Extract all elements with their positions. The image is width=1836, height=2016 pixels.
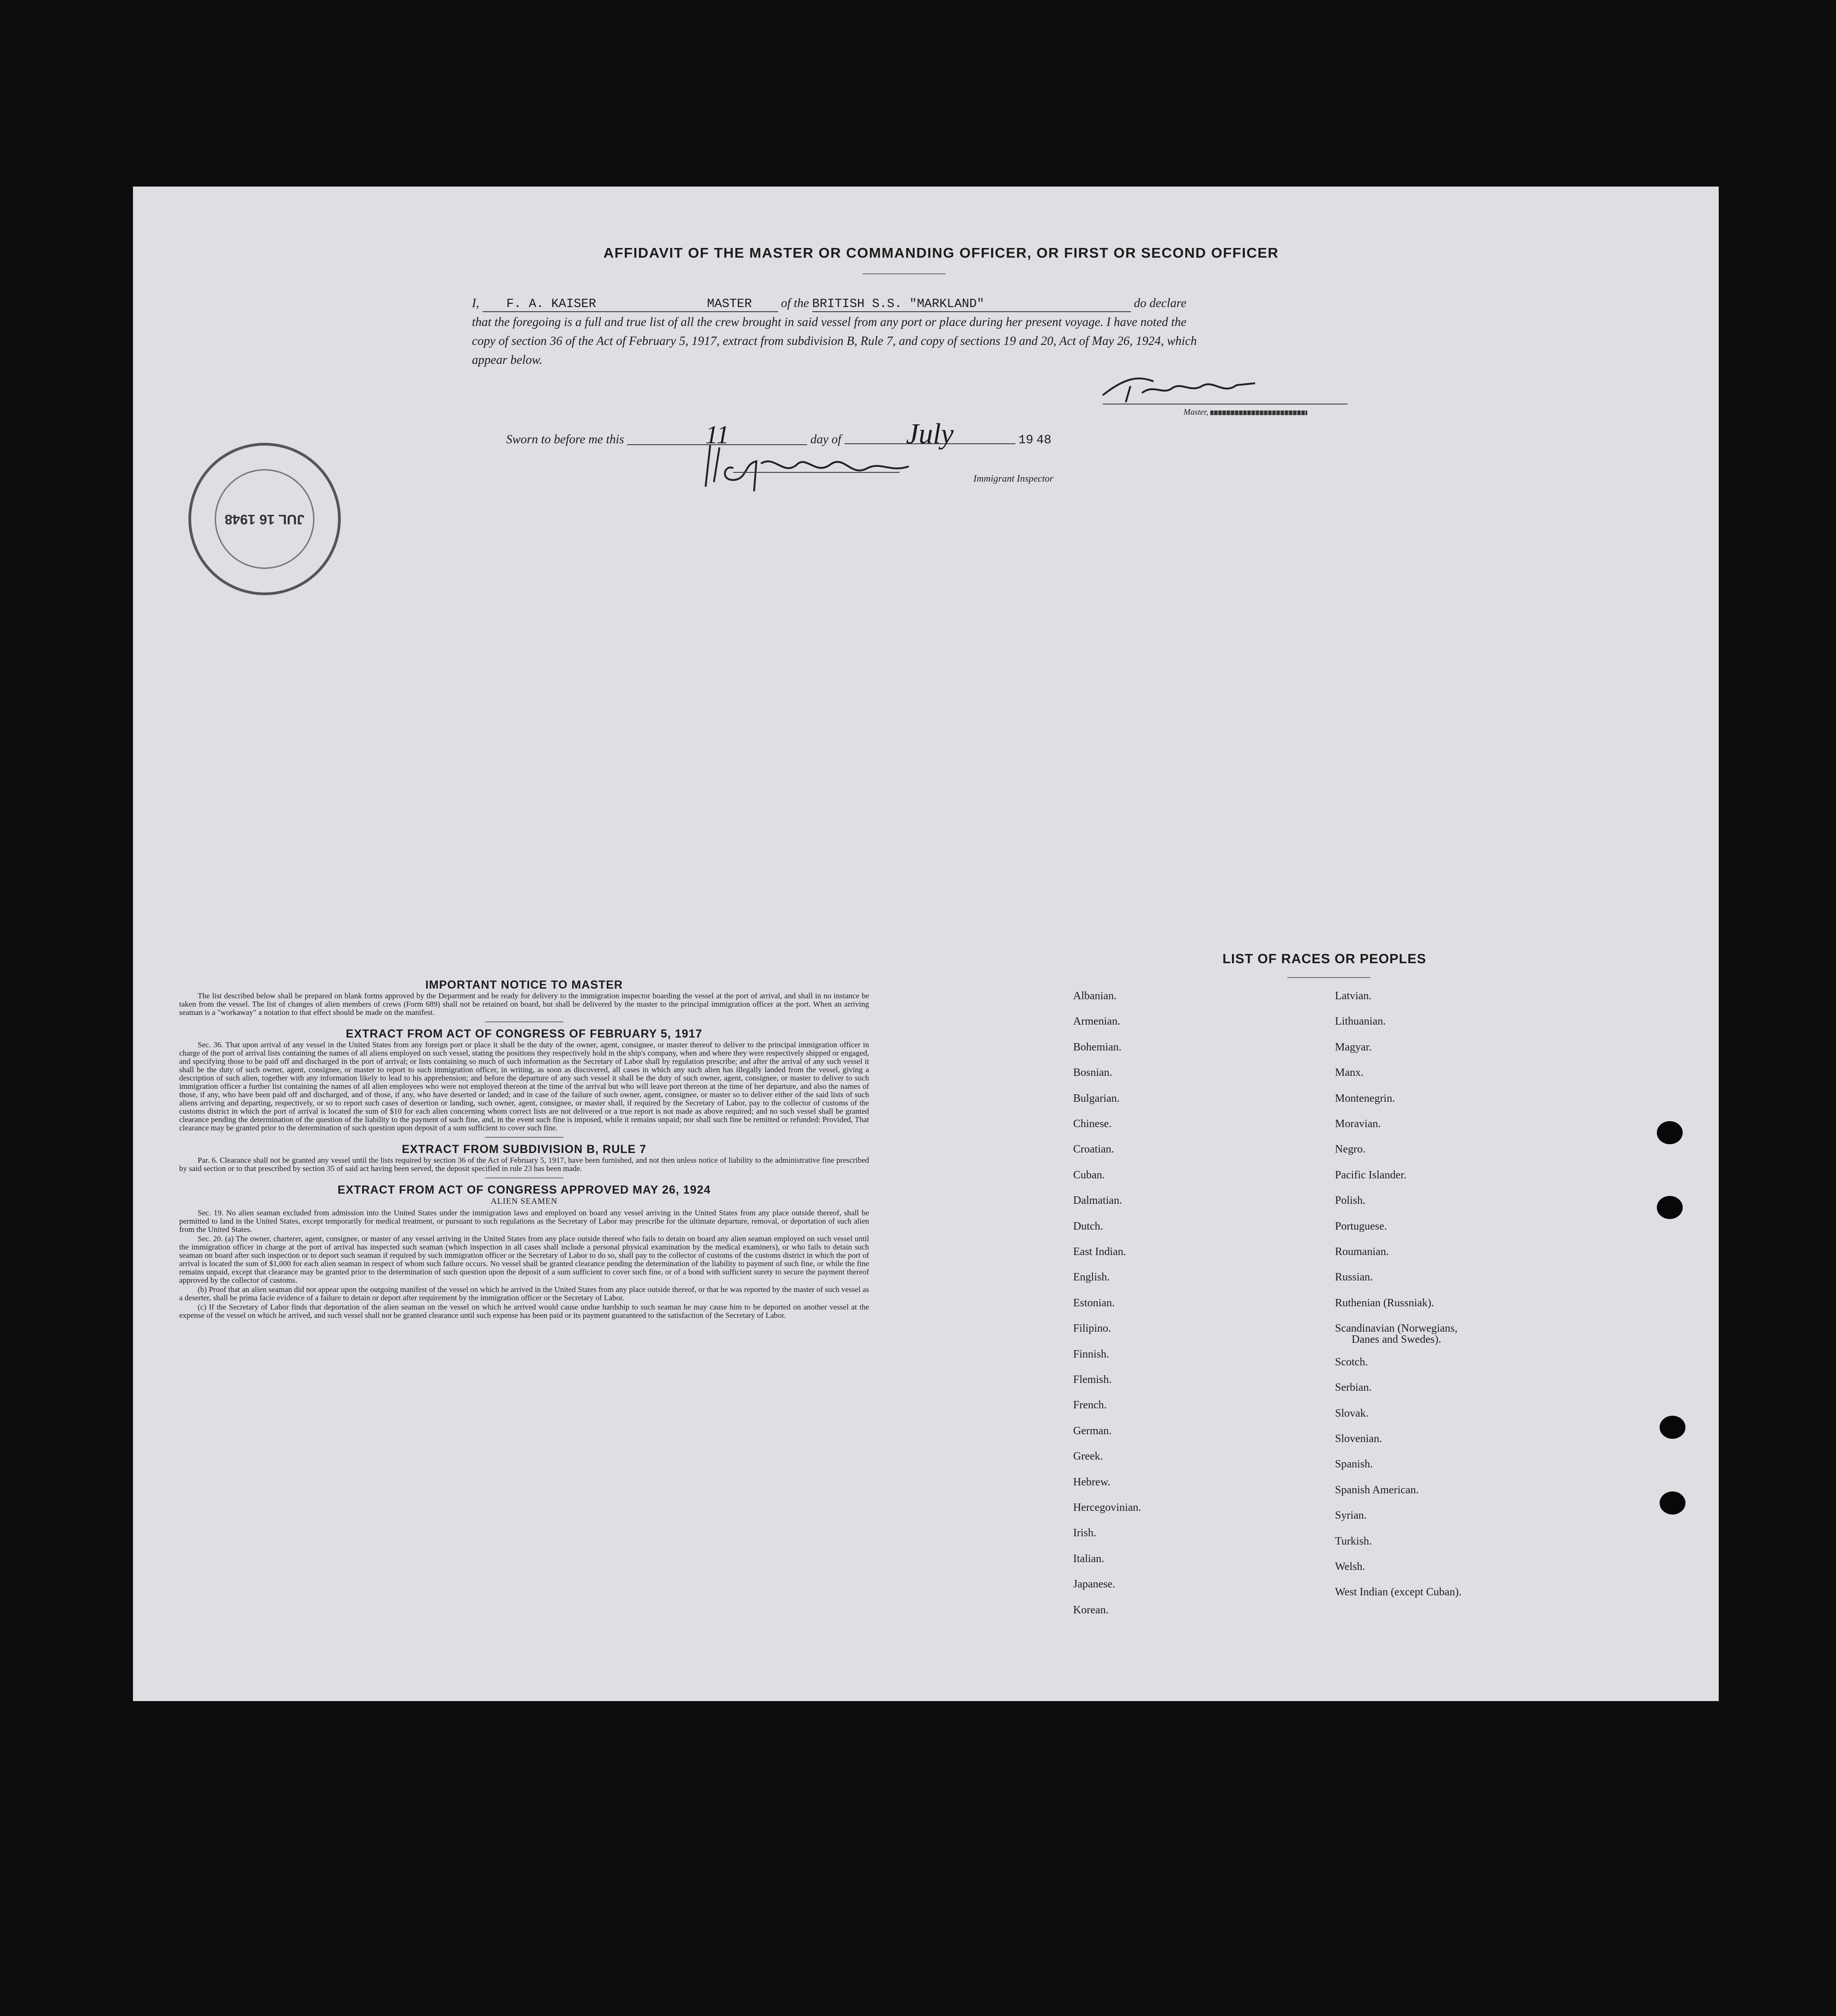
affidavit-i: I, [472,296,479,310]
do-declare-label: do declare [1134,296,1187,310]
race-item: Japanese. [1073,1578,1116,1591]
vessel-field [812,297,1131,312]
race-item: Chinese. [1073,1118,1112,1130]
race-item: Russian. [1335,1271,1373,1284]
punch-hole [1657,1196,1683,1219]
extract-rule-7-title: EXTRACT FROM SUBDIVISION B, RULE 7 [402,1143,646,1156]
of-the-label: of the [781,296,809,310]
race-item: Scotch. [1335,1356,1368,1368]
race-item: Welsh. [1335,1561,1365,1573]
race-item: Filipino. [1073,1322,1111,1335]
sec-20c-body: (c) If the Secretary of Labor finds that deportation of the alien seaman on the vessel on which he arrived would cause undue hardship to such seaman he may cause him to be deported on another vessel at the expense of the vessel on which he arrived, and such vessel shall not be granted clearance until such expense has been paid or its payment guaranteed to the satisfaction of the Secretary of Labor. [179,1303,869,1320]
race-item: West Indian (except Cuban). [1335,1586,1462,1599]
race-item: Latvian. [1335,990,1372,1002]
race-item: Spanish. [1335,1458,1373,1471]
notice-section [179,978,869,1017]
year-value: 48 [1036,434,1051,447]
extract-1924-title: EXTRACT FROM ACT OF CONGRESS APPROVED MAY 26, 1924 [337,1183,711,1196]
divider [1287,977,1371,978]
race-item: Cuban. [1073,1169,1105,1181]
year-prefix: 19 [1018,434,1033,447]
extract-1924 [179,1183,869,1320]
race-item: Pacific Islander. [1335,1169,1407,1181]
race-item: Hebrew. [1073,1476,1111,1488]
race-item: Syrian. [1335,1509,1367,1522]
race-item: Manx. [1335,1067,1364,1079]
affidavit-line-3: copy of section 36 of the Act of February 5, 1917, extract from subdivision B, Rule 7, and copy of sections 19 and 20, Act of May 26, 1924, which [472,334,1197,348]
race-item: Italian. [1073,1552,1105,1565]
affidavit-line-2: that the foregoing is a full and true list of all the crew brought in said vessel from any port or place during her present voyage. I have noted the [472,315,1187,329]
important-notice [179,978,869,1322]
race-item: Estonian. [1073,1297,1115,1309]
races-column-left [1073,990,1258,1683]
race-item: Dalmatian. [1073,1195,1122,1207]
race-item: Korean. [1073,1604,1109,1616]
notice-body: The list described below shall be prepared on blank forms approved by the Department and be ready for delivery to the immigration inspector boarding the vessel at the port of arrival, and shall in no instance be taken from the vessel. The list of changes of alien members of crews (Form 689) shall not be retained on board, but shall be delivered by the master to the principal immigration officer at the port. When an arriving seaman is a "workaway" a notation to that effect should be made on the manifest. [179,991,869,1017]
race-item: Serbian. [1335,1382,1372,1394]
extract-rule-7-body: Par. 6. Clearance shall not be granted any vessel until the lists required by section 36 of the Act of February 5, 1917, have been furnished, and not then unless notice of liability to the administrative fine prescribed by said section or to that prescribed by section 35 of said act having been served, the deposit specified in rule 23 has been made. [179,1156,869,1173]
inspector-label: Immigrant Inspector [973,473,1054,484]
immigration-date-stamp [188,443,341,595]
master-caption-label: Master, [1184,407,1208,416]
inspector-signature-line [733,472,900,473]
extract-1917 [179,1027,869,1132]
document-page [133,187,1719,1701]
affidavit-body [472,294,1340,369]
race-item: Bohemian. [1073,1041,1122,1053]
races-title: LIST OF RACES OR PEOPLES [1222,952,1426,966]
master-name: F. A. KAISER [506,297,596,311]
struck-out-title [1210,410,1307,415]
race-item: Finnish. [1073,1348,1110,1360]
race-item: Moravian. [1335,1118,1381,1130]
race-item: East Indian. [1073,1246,1126,1258]
race-item: Lithuanian. [1335,1015,1386,1028]
extract-1917-body: Sec. 36. That upon arrival of any vessel in the United States from any foreign port or place it shall be the duty of the owner, agent, consignee, or master thereof to deliver to the principal immigration officer in charge of the port of arrival lists containing the names of all aliens employed on such vessel, stating the positions they respectively hold in the ship's company, when and where they were respectively shipped or engaged, and specifying those to be paid off and discharged in the port of arrival; or lists containing so much of such information as the Secretary of Labor shall by regulation prescribe; and after the arrival of any such vessel it shall be the duty of such owner, agent, consignee, or master to report to such immigration officer, in writing, as soon as discovered, all cases in which any such alien has illegally landed from the vessel, giving a description of such alien, together with any information likely to lead to his apprehension; and before the departure of any such vessel it shall be the duty of such owner, agent, consignee, or master to deliver to such immigration officer a further list containing the names of all alien employees who were not employed thereon at the time of the arrival but who will leave port thereon at the time of her departure, and also the names of those, if any, who have been paid off and discharged, and of those, if any, who have deserted or landed; and in case of the failure of such owner, agent, consignee, or master so to deliver either of the said lists of such aliens arriving and departing, respectively, or so to report such cases of desertion or landing, such owner, agent, consignee, or master shall, if required by the Secretary of Labor, pay to the collector of customs of the customs district in which the port of arrival is located the sum of $10 for each alien concerning whom correct lists are not delivered or a true report is not made as above required; and no such vessel shall be granted clearance pending the determination of the question of the liability to the payment of such fine, and, in the event such fine is imposed, while it remains unpaid; nor shall such fine be remitted or refunded: Provided, That clearance may be granted prior to the determination of such question upon deposit of a sum sufficient to cover such fine. [179,1040,869,1132]
race-item: Montenegrin. [1335,1092,1395,1105]
race-item: Flemish. [1073,1374,1112,1386]
extract-rule-7 [179,1145,869,1173]
divider [485,1137,563,1138]
race-item: Irish. [1073,1527,1096,1539]
race-item: Croatian. [1073,1143,1114,1156]
sec-20a-body: Sec. 20. (a) The owner, charterer, agent, consignee, or master of any vessel arriving in the United States from any place outside thereof who fails to detain on board any alien seaman employed on such vessel until the immigration officer in charge at the port of arrival has inspected such seaman (which inspection in all cases shall include a personal physical examination by the medical examiners), or who fails to detain such seaman on board after such inspection or to deport such seaman if required by such immigration officer or the Secretary of Labor to do so, shall pay to the collector of customs of the customs district in which the port of arrival is located the sum of $1,000 for each alien seaman in respect of whom such failure occurs. No vessel shall be granted clearance pending the determination of the liability to payment of such fine, or while the fine remains unpaid, except that clearance may be granted prior to the determination of such question upon the deposit of a sum sufficient to cover such fine, or of a bond with sufficient surety to secure the payment thereof approved by the collector of customs. [179,1234,869,1285]
race-item: Slovak. [1335,1407,1369,1419]
race-item: Albanian. [1073,990,1117,1002]
race-item: Polish. [1335,1195,1366,1207]
extract-1924-subtitle: ALIEN SEAMEN [490,1196,558,1206]
race-item: German. [1073,1424,1112,1437]
inspector-signature [692,436,932,501]
day-value: 11 [705,421,730,449]
race-item: Roumanian. [1335,1246,1389,1258]
master-caption [1184,407,1307,417]
race-item: Scandinavian (Norwegians, [1335,1322,1458,1334]
sec-20b-body: (b) Proof that an alien seaman did not appear upon the outgoing manifest of the vessel on which he arrived in the United States from any place outside thereof, or that he was reported by the master of such vessel as a deserter, shall be prima facie evidence of a failure to detain or deport after requirement by the immigration officer or the Secretary of Labor. [179,1285,869,1302]
race-item: Slovenian. [1335,1433,1382,1445]
race-item: French. [1073,1399,1107,1412]
race-item: English. [1073,1271,1110,1284]
stamp-inner-ring [215,469,314,569]
race-item: Spanish American. [1335,1484,1419,1496]
divider [485,1177,563,1178]
sworn-label: Sworn to before me this [506,432,624,446]
affidavit-line-4: appear below. [472,353,543,367]
race-item: Ruthenian (Russniak). [1335,1297,1434,1309]
race-item: Hercegovinian. [1073,1502,1141,1514]
race-item: Armenian. [1073,1015,1120,1028]
race-item: Turkish. [1335,1535,1372,1547]
extract-1917-title: EXTRACT FROM ACT OF CONGRESS OF FEBRUARY 5, 1917 [345,1027,703,1040]
punch-hole [1660,1491,1685,1515]
day-of-label: day of [810,432,841,446]
race-item: Bulgarian. [1073,1092,1120,1105]
punch-hole [1657,1121,1683,1144]
divider [485,1021,563,1022]
race-item: Bosnian. [1073,1067,1112,1079]
race-item: Greek. [1073,1450,1103,1463]
races-column-right [1335,990,1612,1683]
sec-19-body: Sec. 19. No alien seaman excluded from admission into the United States under the immigration laws and employed on board any vessel arriving in the United States from any place outside thereof, shall be permitted to land in the United States, except temporarily for medical treatment, or pursuant to such regulations as the Secretary of Labor may prescribe for the ultimate departure, removal, or deportation of such alien from the United States. [179,1208,869,1234]
affidavit-title: AFFIDAVIT OF THE MASTER OR COMMANDING OFFICER, OR FIRST OR SECOND OFFICER [603,245,1279,261]
race-item: Portuguese. [1335,1220,1387,1232]
master-rank: MASTER [707,297,752,311]
race-item: Dutch. [1073,1220,1103,1232]
month-value: July [906,418,954,450]
race-item: Negro. [1335,1143,1365,1156]
stamp-date: JUL 16 1948 [224,512,305,527]
race-item: Magyar. [1335,1041,1372,1053]
notice-title: IMPORTANT NOTICE TO MASTER [425,978,623,991]
divider [863,273,946,274]
master-signature [1098,368,1264,409]
punch-hole [1660,1416,1685,1439]
race-item: Danes and Swedes). [1352,1333,1441,1346]
affidavit-line-1 [472,294,1340,313]
master-name-field [483,297,778,312]
vessel-name: BRITISH S.S. "MARKLAND" [812,297,984,311]
